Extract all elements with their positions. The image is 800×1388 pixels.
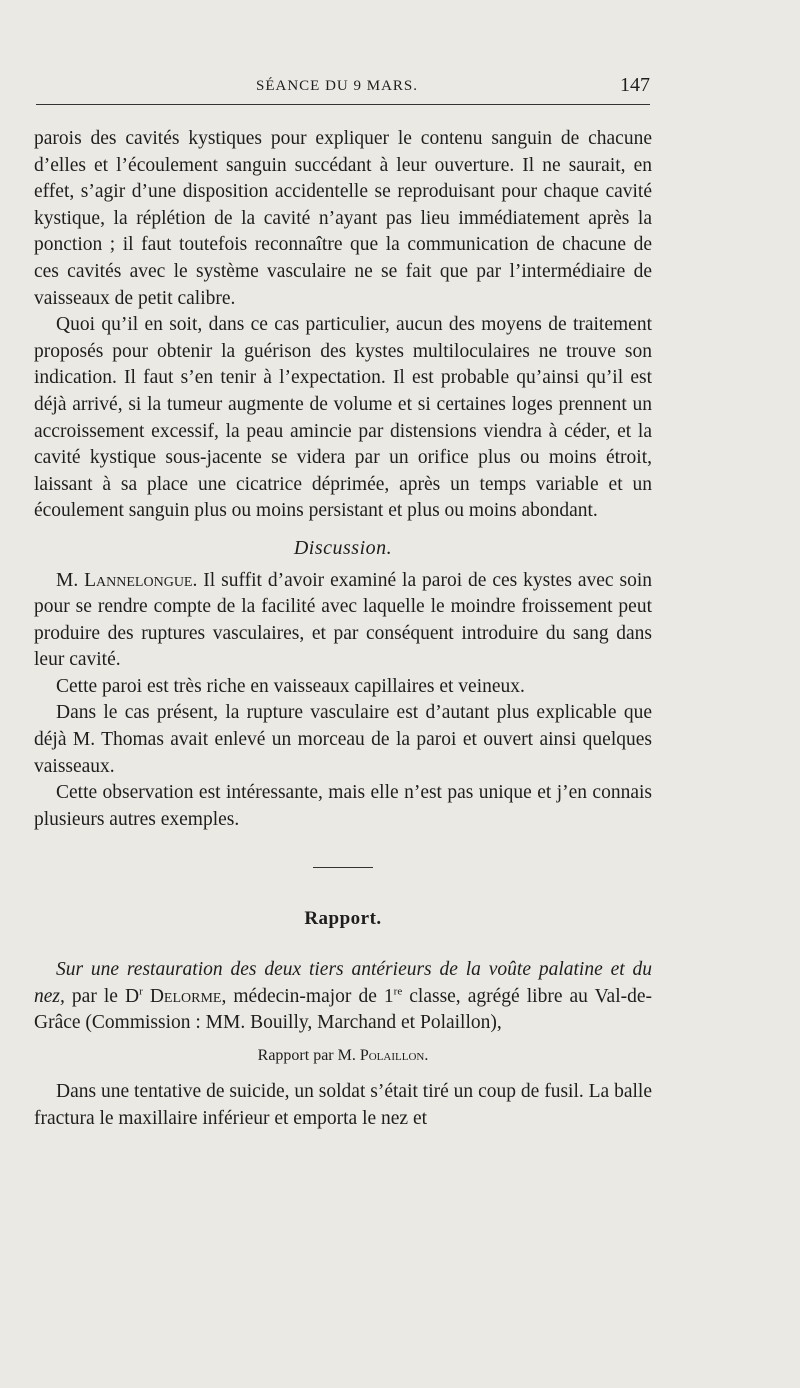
intro-par-le: par le — [71, 985, 118, 1007]
rapport-subject: Sur une restauration des deux tiers antérieurs de la voûte palatine et du nez, — [34, 959, 652, 1007]
speaker-text: Il suffit d’avoir examiné la paroi de ces kystes avec soin pour se rendre compte de la facilité avec laquelle le moindre froissement peut produire des ruptures vasculaires, et par conséquent introduire du sang dans leur cavité. — [34, 569, 652, 671]
header-rule — [36, 104, 650, 105]
section-separator — [313, 867, 373, 868]
byline-name: Polaillon. — [359, 1046, 429, 1064]
class-sup: re — [393, 985, 403, 998]
paragraph-suicide: Dans une tentative de suicide, un soldat s’était tiré un coup de fusil. La balle fractura le maxillaire inférieur et emporta le nez et — [34, 1081, 652, 1129]
paragraph-rupture: Dans le cas présent, la rupture vasculaire est d’autant plus explicable que déjà M. Thomas avait enlevé un morceau de la paroi et ouvert ainsi quelques vaisseaux. — [34, 702, 652, 777]
dr-sup: r — [139, 985, 143, 998]
byline-prefix: Rapport par M. — [257, 1046, 356, 1064]
rapport-title: Rapport. — [304, 908, 382, 930]
discussion-title: Discussion. — [293, 536, 393, 559]
running-title: SÉANCE DU 9 MARS. — [256, 78, 419, 94]
dr-abbrev: D — [125, 985, 140, 1007]
author-name: Delorme, — [149, 985, 227, 1007]
body-text — [34, 126, 652, 1133]
paragraph-treatment: Quoi qu’il en soit, dans ce cas particulier, aucun des moyens de traitement proposés pour obtenir la guérison des kystes multiloculaires ne trouve son indication. Il faut s’en tenir à l’expectation. Il est probable qu’ainsi qu’il est déjà arrivé, si la tumeur augmente de volume et si certaines loges prennent un accroissement excessif, la peau amincie par distensions viendra à céder, et la cavité kystique sous-jacente se videra par un orifice plus ou moins étroit, laissant à sa place une cicatrice déprimée, après un temps variable et un écoulement sanguin plus ou moins persistant et plus ou moins abondant. — [34, 314, 652, 522]
page-header — [34, 74, 650, 102]
rapport-intro — [34, 957, 652, 1037]
speaker-name: M. Lannelongue. — [56, 569, 198, 591]
paragraph-lannelongue — [34, 568, 652, 674]
rapport-byline — [34, 1043, 652, 1070]
paragraph-capillaries: Cette paroi est très riche en vaisseaux capillaires et veineux. — [56, 675, 525, 697]
paragraph-continuation: parois des cavités kystiques pour expliquer le contenu sanguin de chacune d’elles et l’écoulement sanguin succédant à leur ouverture. Il ne saurait, en effet, s’agir d’une disposition accidentelle se reproduisant pour chaque cavité kystique, la réplétion de la cavité n’ayant pas lieu immédiatement après la ponction ; il faut toutefois reconnaître que la communication de chacune de ces cavités avec le système vasculaire ne se fait que par l’intermédiaire de vaisseaux de petit calibre. — [34, 128, 652, 309]
page-number: 147 — [620, 74, 650, 96]
intro-rest-b: classe, agrégé libre au Val-de-Grâce (Commission : MM. Bouilly, Marchand et Polaillon), — [34, 985, 652, 1034]
paragraph-observation: Cette observation est intéressante, mais elle n’est pas unique et j’en connais plusieurs autres exemples. — [34, 782, 652, 830]
intro-rest-a: médecin-major de 1 — [233, 985, 394, 1007]
